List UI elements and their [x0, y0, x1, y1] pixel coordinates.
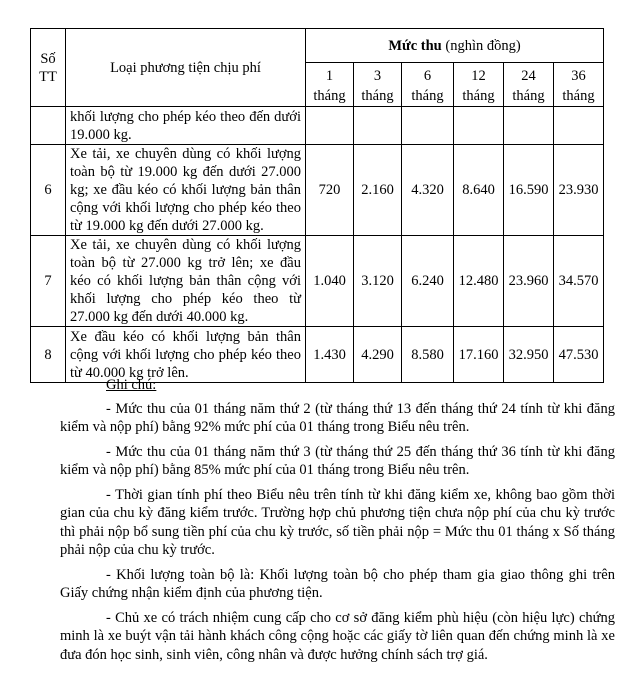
vehicle-desc-cell: khối lượng cho phép kéo theo đến dưới 19.000 kg.: [66, 107, 306, 145]
month-unit: tháng: [411, 87, 444, 104]
fee-cell: [504, 107, 554, 145]
month-unit: tháng: [361, 87, 394, 104]
fee-cell: [554, 107, 604, 145]
fee-12-months: 12.480: [454, 236, 504, 327]
month-num: 3: [373, 67, 382, 84]
month-unit: tháng: [313, 87, 346, 104]
note-item: - Khối lượng toàn bộ là: Khối lượng toàn bộ cho phép tham gia giao thông ghi trên Giấy chứng nhận kiểm định của phương tiện.: [60, 566, 615, 601]
month-unit: tháng: [562, 87, 595, 104]
fee-36-months: 34.570: [554, 236, 604, 327]
header-month-36: [554, 63, 604, 107]
notes-title: Ghi chú:: [106, 377, 157, 393]
vehicle-desc-cell: Xe đầu kéo có khối lượng bản thân cộng với khối lượng cho phép kéo theo từ 40.000 kg trở lên.: [66, 327, 306, 383]
fee-6-months: 4.320: [402, 145, 454, 236]
fee-cell: [306, 107, 354, 145]
month-num: 36: [571, 67, 586, 84]
fee-12-months: 8.640: [454, 145, 504, 236]
header-month-24: [504, 63, 554, 107]
fee-1-month: 1.430: [306, 327, 354, 383]
header-fee-title: Mức thu: [388, 37, 442, 54]
fee-24-months: 23.960: [504, 236, 554, 327]
month-num: 12: [471, 67, 486, 84]
fee-table: [30, 28, 604, 383]
month-num: 1: [325, 67, 334, 84]
month-unit: tháng: [462, 87, 495, 104]
stt-cell: 7: [31, 236, 66, 327]
table-row: [31, 145, 604, 236]
header-fee-group: [306, 29, 604, 63]
header-month-3: [354, 63, 402, 107]
month-num: 6: [423, 67, 432, 84]
table-row-continuation: [31, 107, 604, 145]
header-month-6: [402, 63, 454, 107]
notes-section: [60, 376, 615, 670]
fee-36-months: 23.930: [554, 145, 604, 236]
fee-3-months: 3.120: [354, 236, 402, 327]
fee-cell: [354, 107, 402, 145]
note-item: - Thời gian tính phí theo Biểu nêu trên tính từ khi đăng kiểm xe, không bao gồm thời gian của chu kỳ đăng kiểm trước. Trường hợp chủ phương tiện chưa nộp phí của chu kỳ trước thì phải nộp bổ sung tiền phí của chu kỳ trước, số tiền phải nộp = Mức thu 01 tháng x Số tháng phải nộp của chu kỳ trước.: [60, 486, 615, 558]
header-row: [31, 29, 604, 63]
header-stt-label: Số TT: [39, 50, 57, 85]
vehicle-desc-cell: Xe tải, xe chuyên dùng có khối lượng toàn bộ từ 27.000 kg trở lên; xe đầu kéo có khối lượng bản thân cộng với khối lượng cho phép kéo theo từ 27.000 kg đến dưới 40.000 kg.: [66, 236, 306, 327]
fee-24-months: 16.590: [504, 145, 554, 236]
vehicle-desc-cell: Xe tải, xe chuyên dùng có khối lượng toàn bộ từ 19.000 kg đến dưới 27.000 kg; xe đầu kéo có khối lượng bản thân cộng với khối lượng cho phép kéo theo từ 19.000 kg đến dưới 27.000 kg.: [66, 145, 306, 236]
header-month-12: [454, 63, 504, 107]
note-item: - Mức thu của 01 tháng năm thứ 3 (từ tháng thứ 25 đến tháng thứ 36 tính từ khi đăng kiểm và nộp phí) bằng 85% mức phí của 01 tháng trong Biểu nêu trên.: [60, 443, 615, 478]
note-item: - Chủ xe có trách nhiệm cung cấp cho cơ sở đăng kiểm phù hiệu (còn hiệu lực) chứng minh là xe buýt vận tải hành khách công cộng hoặc các giấy tờ liên quan đến chứng minh là xe đưa đón học sinh, sinh viên, công nhân và được hưởng chính sách trợ giá.: [60, 609, 615, 663]
fee-3-months: 2.160: [354, 145, 402, 236]
month-unit: tháng: [512, 87, 545, 104]
table-row: [31, 327, 604, 383]
stt-cell: [31, 107, 66, 145]
fee-6-months: 8.580: [402, 327, 454, 383]
stt-cell: 6: [31, 145, 66, 236]
fee-3-months: 4.290: [354, 327, 402, 383]
stt-cell: 8: [31, 327, 66, 383]
table-row: [31, 236, 604, 327]
fee-36-months: 47.530: [554, 327, 604, 383]
fee-cell: [454, 107, 504, 145]
note-item: - Mức thu của 01 tháng năm thứ 2 (từ tháng thứ 13 đến tháng thứ 24 tính từ khi đăng kiểm và nộp phí) bằng 92% mức phí của 01 tháng trong Biểu nêu trên.: [60, 400, 615, 435]
header-vehicle-type: Loại phương tiện chịu phí: [66, 29, 306, 107]
fee-12-months: 17.160: [454, 327, 504, 383]
fee-6-months: 6.240: [402, 236, 454, 327]
header-fee-unit: (nghìn đồng): [441, 37, 521, 54]
header-month-1: [306, 63, 354, 107]
header-stt: [31, 29, 66, 107]
month-num: 24: [521, 67, 536, 84]
fee-1-month: 720: [306, 145, 354, 236]
fee-cell: [402, 107, 454, 145]
fee-1-month: 1.040: [306, 236, 354, 327]
fee-24-months: 32.950: [504, 327, 554, 383]
